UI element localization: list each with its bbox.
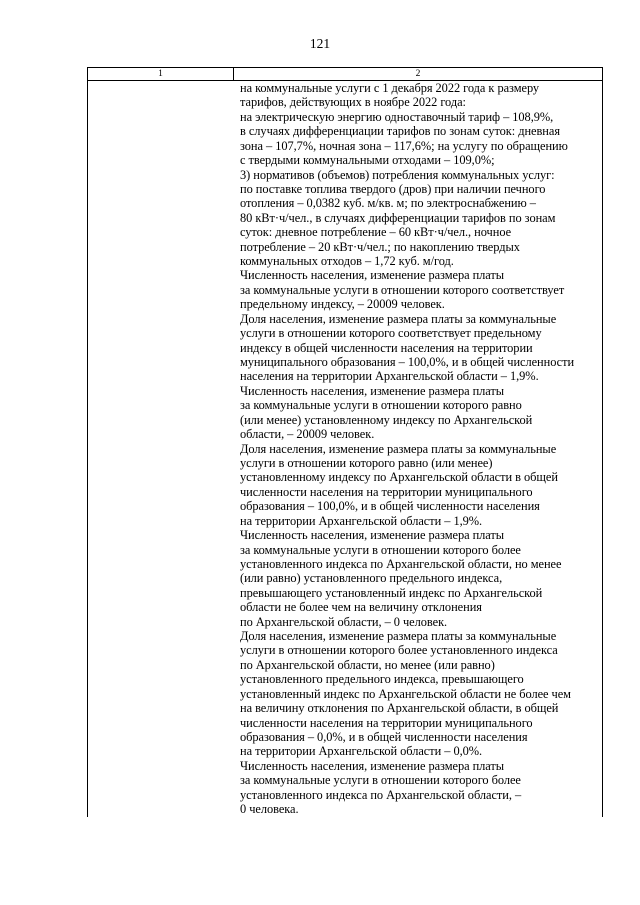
text-line: на электрическую энергию одноставочный тариф – 108,9%, bbox=[240, 109, 554, 124]
text-line: установленного индекса по Архангельской области, – bbox=[240, 787, 522, 802]
text-line: 3) нормативов (объемов) потребления коммунальных услуг: bbox=[240, 167, 555, 182]
text-line: Численность населения, изменение размера платы bbox=[240, 758, 505, 773]
table-header-row bbox=[88, 68, 602, 81]
text-line: 80 кВт·ч/чел., в случаях дифференциации тарифов по зонам bbox=[240, 210, 556, 225]
text-line: Численность населения, изменение размера платы bbox=[240, 268, 505, 283]
text-line: потребление – 20 кВт·ч/чел.; по накоплению твердых bbox=[240, 239, 520, 254]
table-body-row bbox=[88, 81, 602, 817]
page-number: 121 bbox=[309, 36, 331, 51]
text-line: численности населения на территории муниципального bbox=[240, 715, 533, 730]
text-line: на территории Архангельской области – 1,9%. bbox=[240, 513, 483, 528]
text-line: по Архангельской области, но менее (или равно) bbox=[240, 657, 495, 672]
text-line: суток: дневное потребление – 60 кВт·ч/чел., ночное bbox=[240, 225, 512, 240]
text-line: на величину отклонения по Архангельской области, в общей bbox=[240, 701, 559, 716]
column-1-cell bbox=[88, 81, 234, 817]
text-line: с твердыми коммунальными отходами – 109,0%; bbox=[240, 153, 495, 168]
text-line: индексу в общей численности населения на территории bbox=[240, 340, 533, 355]
text-line: услуги в отношении которого равно (или менее) bbox=[240, 455, 493, 470]
text-line: зона – 107,7%, ночная зона – 117,6%; на услугу по обращению bbox=[240, 138, 568, 153]
text-line: на коммунальные услуги с 1 декабря 2022 года к размеру bbox=[240, 81, 540, 95]
text-line: муниципального образования – 100,0%, и в общей численности bbox=[240, 355, 575, 370]
text-line: области не более чем на величину отклонения bbox=[240, 600, 482, 615]
text-line: установленного предельного индекса, превышающего bbox=[240, 672, 524, 687]
text-line: предельному индексу, – 20009 человек. bbox=[240, 297, 445, 312]
text-line: по поставке топлива твердого (дров) при наличии печного bbox=[240, 181, 546, 196]
text-line: области, – 20009 человек. bbox=[240, 427, 375, 442]
text-line: Численность населения, изменение размера платы bbox=[240, 528, 505, 543]
text-line: на территории Архангельской области – 0,0%. bbox=[240, 744, 483, 759]
text-line: установленного индекса по Архангельской области, но менее bbox=[240, 556, 562, 571]
text-line: коммунальных отходов – 1,72 куб. м/год. bbox=[240, 254, 454, 269]
text-line: превышающего установленный индекс по Архангельской bbox=[240, 585, 543, 600]
text-line: отопления – 0,0382 куб. м/кв. м; по электроснабжению – bbox=[240, 196, 536, 211]
text-line: (или менее) установленному индексу по Архангельской bbox=[240, 412, 533, 427]
text-line: установленному индексу по Архангельской области в общей bbox=[240, 470, 558, 485]
text-line: за коммунальные услуги в отношении которого равно bbox=[240, 398, 522, 413]
text-line: за коммунальные услуги в отношении которого соответствует bbox=[240, 282, 565, 297]
text-line: населения на территории Архангельской области – 1,9%. bbox=[240, 369, 539, 384]
text-line: в случаях дифференциации тарифов по зонам суток: дневная bbox=[240, 124, 560, 139]
text-line: установленный индекс по Архангельской области не более чем bbox=[240, 686, 571, 701]
text-line: Доля населения, изменение размера платы за коммунальные bbox=[240, 311, 557, 326]
text-line: 0 человека. bbox=[240, 802, 299, 817]
text-line: (или равно) установленного предельного индекса, bbox=[240, 571, 503, 586]
text-line: численности населения на территории муниципального bbox=[240, 484, 533, 499]
column-1-header: 1 bbox=[88, 68, 234, 80]
text-line: Численность населения, изменение размера платы bbox=[240, 383, 505, 398]
text-line: тарифов, действующих в ноябре 2022 года: bbox=[240, 95, 466, 110]
text-line: образования – 100,0%, и в общей численности населения bbox=[240, 499, 540, 514]
text-line: за коммунальные услуги в отношении которого более bbox=[240, 542, 521, 557]
column-2-header: 2 bbox=[415, 69, 421, 79]
text-line: за коммунальные услуги в отношении которого более bbox=[240, 773, 521, 788]
text-line: по Архангельской области, – 0 человек. bbox=[240, 614, 448, 629]
document-table bbox=[87, 67, 603, 817]
text-line: образования – 0,0%, и в общей численности населения bbox=[240, 729, 528, 744]
text-line: услуги в отношении которого соответствует предельному bbox=[240, 326, 542, 341]
text-line: услуги в отношении которого более установленного индекса bbox=[240, 643, 558, 658]
column-2-cell bbox=[234, 81, 602, 817]
text-line: Доля населения, изменение размера платы за коммунальные bbox=[240, 629, 557, 644]
text-line: Доля населения, изменение размера платы за коммунальные bbox=[240, 441, 557, 456]
